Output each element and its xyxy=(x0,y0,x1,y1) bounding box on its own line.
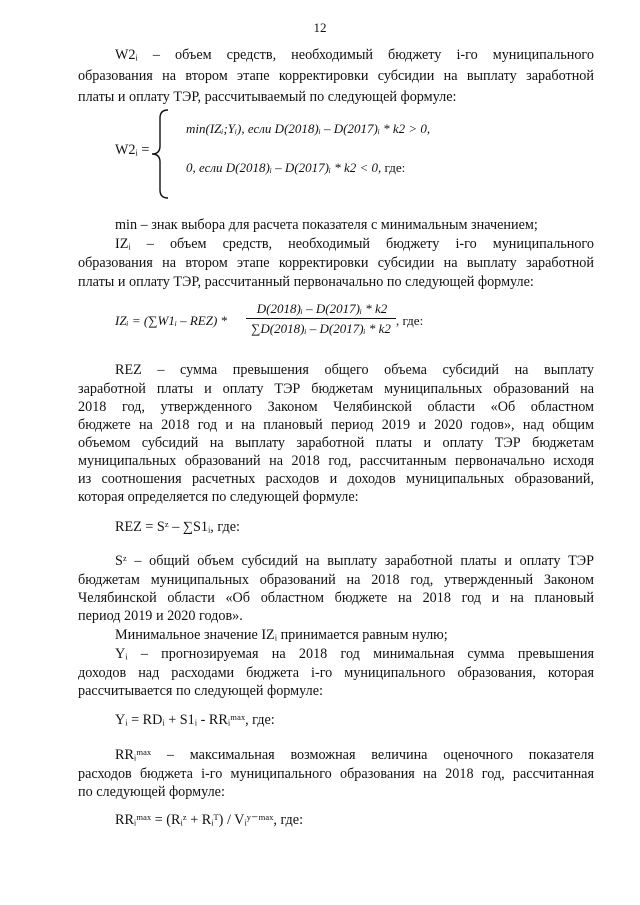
para1-line3: платы и оплату ТЭР, рассчитываемый по следующей формуле: xyxy=(78,89,457,105)
para3-line5: объемом субсидий на выплату заработной платы и оплату ТЭР бюджетам xyxy=(78,435,594,451)
para3-line6: муниципальных образований на 2018 год, рассчитанным первоначально исходя xyxy=(78,453,594,469)
para4-line6: Yᵢ – прогнозируемая на 2018 год минимальная сумма превышения xyxy=(115,646,594,662)
para5-line3: по следующей формуле: xyxy=(78,784,225,800)
formula-w2-case1: min(IZᵢ;Yᵢ), если D(2018)ᵢ – D(2017)ᵢ * k2 > 0, xyxy=(186,121,431,136)
para2-line2: IZᵢ – объем средств, необходимый бюджету i-го муниципального xyxy=(115,236,594,252)
fraction-bar xyxy=(246,318,396,319)
para3-line4: бюджете на 2018 год и на плановый период 2019 и 2020 годов», над общим xyxy=(78,417,594,433)
formula-rr: RRᵢᵐᵃˣ = (Rᵢᶻ + Rᵢᵀ) / Vᵢʸ⁻ᵐᵃˣ, где: xyxy=(115,812,304,828)
formula-iz-denominator: ∑D(2018)ᵢ – D(2017)ᵢ * k2 xyxy=(251,321,391,336)
para2-line1: min – знак выбора для расчета показателя с минимальным значением; xyxy=(115,217,538,233)
para1-line2: образования на втором этапе корректировки субсидии на выплату заработной xyxy=(78,68,594,84)
para2-line4: платы и оплату ТЭР, рассчитанный первоначально по следующей формуле: xyxy=(78,274,534,290)
para5-line1: RRᵢᵐᵃˣ – максимальная возможная величина оценочного показателя xyxy=(115,747,594,763)
para2-line3: образования на втором этапе корректировки субсидии на выплату заработной xyxy=(78,255,594,271)
page-number: 12 xyxy=(313,20,327,35)
para4-line1: Sᶻ – общий объем субсидий на выплату заработной платы и оплату ТЭР xyxy=(115,553,594,569)
para4-line5: Минимальное значение IZᵢ принимается равным нулю; xyxy=(115,627,448,643)
formula-w2-case2-tail: где: xyxy=(384,160,406,175)
para3-line2: заработной платы и оплату ТЭР бюджетам муниципальных образований на xyxy=(78,381,594,397)
curly-brace xyxy=(150,108,174,200)
formula-iz-lhs: IZᵢ = (∑W1ᵢ – REZ) * xyxy=(115,313,228,328)
para3-line7: из соотношения расчетных расходов и доходов муниципальных образований, xyxy=(78,471,594,487)
formula-w2-lhs: W2ᵢ = xyxy=(115,142,150,158)
para5-line2: расходов бюджета i-го муниципального образования на 2018 год, рассчитанная xyxy=(78,766,594,782)
formula-iz-tail: , где: xyxy=(396,313,424,328)
para4-line8: рассчитывается по следующей формуле: xyxy=(78,683,323,699)
para4-line4: период 2019 и 2020 годов». xyxy=(78,608,243,624)
formula-w2-case2-expr: 0, если D(2018)ᵢ – D(2017)ᵢ * k2 < 0, xyxy=(186,160,382,175)
formula-iz-numerator: D(2018)ᵢ – D(2017)ᵢ * k2 xyxy=(256,301,388,316)
formula-rez: REZ = Sᶻ – ∑S1ᵢ, где: xyxy=(115,519,240,535)
para3-line8: которая определяется по следующей формуле: xyxy=(78,489,359,505)
para4-line2: бюджетам муниципальных образований на 2018 год, утвержденный Законом xyxy=(78,572,594,588)
formula-y: Yᵢ = RDᵢ + S1ᵢ - RRᵢᵐᵃˣ, где: xyxy=(115,712,275,728)
para4-line3: Челябинской области «Об областном бюджете на 2018 год и на плановый xyxy=(78,590,594,606)
para1-line1: W2ᵢ – объем средств, необходимый бюджету i-го муниципального xyxy=(115,47,594,63)
para3-line3: 2018 год, утвержденного Законом Челябинской области «Об областном xyxy=(78,399,594,415)
formula-w2-case2 xyxy=(186,160,405,176)
para3-line1: REZ – сумма превышения общего объема субсидий на выплату xyxy=(115,362,594,378)
para4-line7: доходов над расходами бюджета i-го муниципального образования, которая xyxy=(78,665,594,681)
